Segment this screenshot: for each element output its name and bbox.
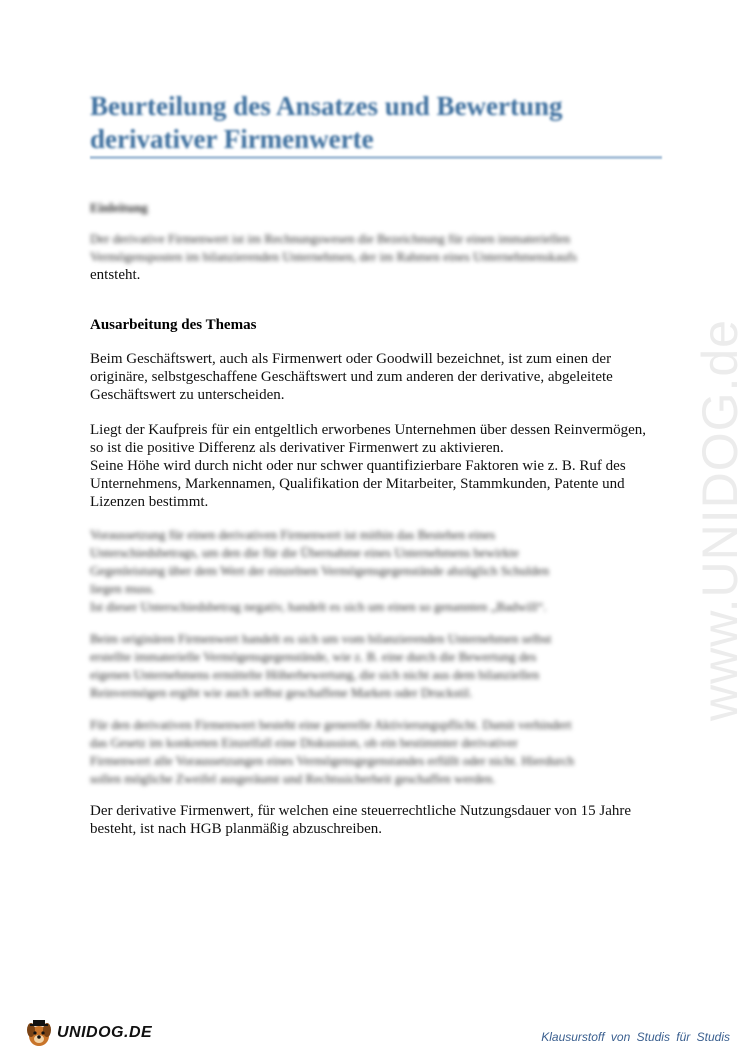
blur2-line-4: Reinvermögen ergibt wie auch selbst geschaffene Marken oder Druckstil. (90, 685, 473, 700)
blur3-line-3: Firmenwert alle Voraussetzungen eines Vermögensgegenstandes erfüllt oder nicht. Hierdurch (90, 753, 575, 768)
para2-line-3: Seine Höhe wird durch nicht oder nur schwer quantifizierbare Faktoren wie z. B. Ruf des (90, 458, 626, 474)
blur2-line-3: eigenen Unternehmens ermittelte Höherbewertung, die sich nicht aus dem bilanziellen (90, 667, 540, 682)
watermark-text: www.UNIDOG.de (692, 319, 748, 721)
unidog-logo (25, 1018, 165, 1050)
title-line-2: derivativer Firmenwerte (90, 124, 374, 154)
final-paragraph (90, 802, 665, 838)
para2-line-2: so ist die positive Differenz als derivativer Firmenwert zu aktivieren. (90, 440, 504, 456)
blur1-line-4: liegen muss. (90, 581, 155, 596)
blur1-line-1: Voraussetzung für einen derivativen Firmenwert ist mithin das Bestehen eines (90, 527, 496, 542)
blur3-line-1: Für den derivativen Firmenwert besteht eine generelle Aktivierungspflicht. Damit verhindert (90, 717, 572, 732)
title-underline (90, 156, 662, 159)
paragraph-1 (90, 350, 665, 404)
final-line-2: besteht, ist nach HGB planmäßig abzuschreiben. (90, 821, 383, 837)
blur2-line-1: Beim originären Firmenwert handelt es sich um vom bilanzierenden Unternehmen selbst (90, 631, 552, 646)
blur1-line-2: Unterschiedsbetrags, um den die für die Übernahme eines Unternehmens bewirkte (90, 545, 519, 560)
blurred-paragraph-1 (90, 526, 665, 616)
intro-heading: Einleitung (90, 200, 148, 215)
footer-tagline: Klausurstoff von Studis für Studis (541, 1030, 730, 1044)
logo-text: UNIDOG.DE (57, 1024, 153, 1041)
intro-line-2: Vermögensposten im bilanzierenden Unternehmen, der im Rahmen eines Unternehmenskaufs (90, 249, 577, 264)
watermark (690, 285, 750, 755)
para1-line-1: Beim Geschäftswert, auch als Firmenwert oder Goodwill bezeichnet, ist zum einen der (90, 351, 612, 367)
intro-line-1: Der derivative Firmenwert ist im Rechnungswesen die Bezeichnung für einen immateriellen (90, 231, 571, 246)
para2-line-5: Lizenzen bestimmt. (90, 494, 209, 510)
dog-mascot-icon (25, 1018, 53, 1048)
final-line-1: Der derivative Firmenwert, für welchen eine steuerrechtliche Nutzungsdauer von 15 Jahre (90, 803, 632, 819)
paragraph-2 (90, 421, 665, 511)
para1-line-3: Geschäftswert zu unterscheiden. (90, 387, 285, 403)
intro-paragraph (90, 230, 665, 284)
blur3-line-4: sollen mögliche Zweifel ausgeräumt und Rechtssicherheit geschaffen werden. (90, 771, 496, 786)
intro-line-3: entsteht. (90, 267, 141, 283)
blurred-paragraph-2 (90, 630, 665, 702)
blur1-line-5: Ist dieser Unterschiedsbetrag negativ, handelt es sich um einen so genannten „Badwill“. (90, 599, 547, 614)
document-title (90, 90, 690, 156)
blur1-line-3: Gegenleistung über dem Wert der einzelnen Vermögensgegenstände abzüglich Schulden (90, 563, 550, 578)
blurred-paragraph-3 (90, 716, 665, 788)
para2-line-4: Unternehmens, Markennamen, Qualifikation der Mitarbeiter, Stammkunden, Patente und (90, 476, 625, 492)
para2-line-1: Liegt der Kaufpreis für ein entgeltlich erworbenes Unternehmen über dessen Reinvermögen, (90, 422, 647, 438)
section-heading: Ausarbeitung des Themas (90, 317, 257, 333)
title-line-1: Beurteilung des Ansatzes und Bewertung (90, 91, 563, 121)
blur2-line-2: erstellte immaterielle Vermögensgegenstände, wie z. B. eine durch die Bewertung des (90, 649, 537, 664)
blur3-line-2: das Gesetz im konkreten Einzelfall eine Diskussion, ob ein bestimmter derivativer (90, 735, 518, 750)
para1-line-2: originäre, selbstgeschaffene Geschäftswert und zum anderen der derivative, abgeleitete (90, 369, 613, 385)
